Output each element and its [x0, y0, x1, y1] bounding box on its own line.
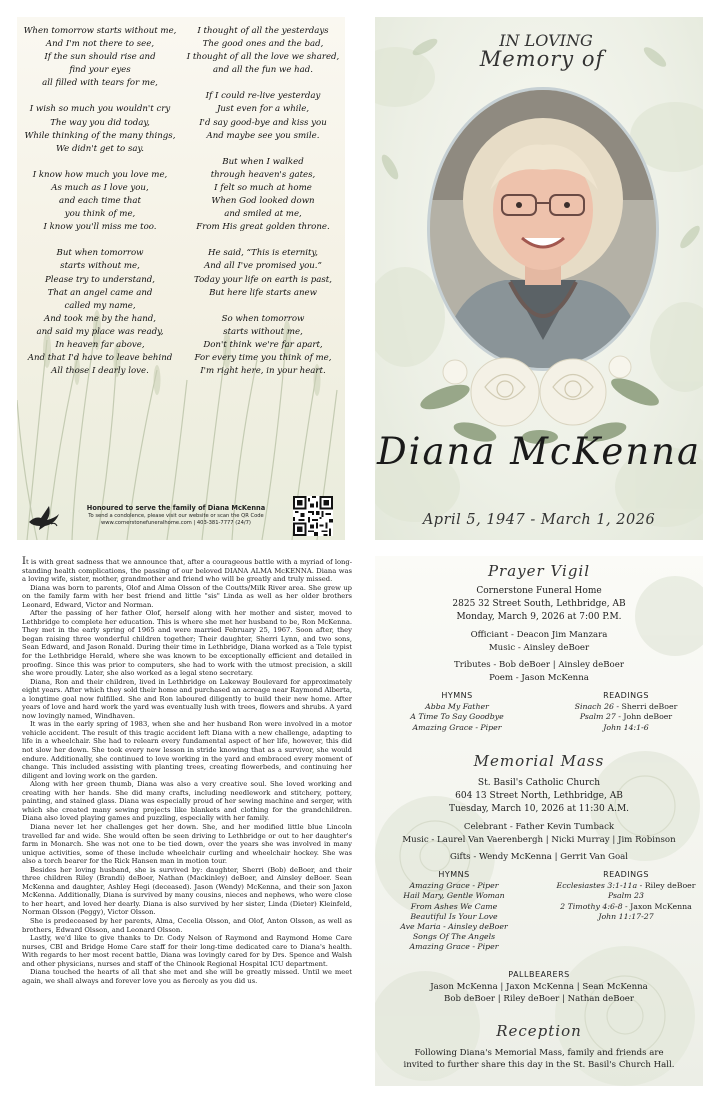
poem-line: In heaven far above, — [55, 339, 145, 350]
reading-item — [551, 902, 701, 912]
hymn-item: Amazing Grace - Piper — [412, 722, 502, 732]
poem-stanza — [20, 25, 180, 90]
hymn-item: Beautiful Is Your Love — [410, 911, 498, 921]
reading-reference: Ecclesiastes 3:1-11a — [556, 881, 638, 891]
vigil-hymns-heading: HYMNS — [441, 691, 473, 700]
poem-line: We didn't get to say. — [56, 143, 144, 154]
mass-readings — [551, 870, 701, 922]
obituary-paragraph: Along with her green thumb, Diana was also a very creative soul. She loved working and creating with her hands. She did many crafts, including needlework and stitchery, pottery, painting, and stained glass. Diana was especially proud of her sewing machine and serger, with which she created many sewing projects like blankets and clothing for the grandchildren. Diana also loved playing games and puzzling, especially with her family. — [22, 780, 352, 823]
reading-reader: - John deBoer — [615, 712, 673, 722]
poem-line: all filled with tears for me, — [42, 78, 158, 89]
obituary-paragraph: Diana never let her challenges get her down. She, and her modified little blue Lincoln travelled far and wide. She would often be seen driving to Lethbridge or out to her daughter's farm in Monarch. She was not one to be tied down, over the years she was involved in many unique activities, some of these include wheelchair curling and wheelchair hockey. She was also a torch bearer for the Rick Hansen man in motion tour. — [22, 822, 352, 866]
prayer-vigil-heading: Prayer Vigil — [487, 562, 591, 580]
mass-celebrant: Celebrant - Father Kevin Tumback — [463, 822, 615, 832]
footer-honoured: Honoured to serve the family of Diana McKenna — [86, 504, 266, 512]
life-dates: April 5, 1947 - March 1, 2026 — [422, 512, 656, 528]
poem-line: For every time you think of me, — [194, 352, 332, 363]
poem-stanza — [183, 247, 343, 299]
vigil-hymns-list — [397, 702, 517, 733]
hymn-item: Songs Of The Angels — [412, 932, 496, 942]
reading-item — [551, 881, 701, 891]
deceased-name: Diana McKenna — [376, 430, 702, 473]
reading-reference: Sinach 26 — [574, 702, 614, 712]
hymn-item: From Ashes We Came — [410, 901, 498, 911]
reading-reference: Psalm 27 — [579, 712, 616, 722]
reception-line-1: Following Diana's Memorial Mass, family and friends are — [414, 1048, 664, 1058]
poem-line: If the sun should rise and — [44, 52, 156, 63]
poem-line: When God looked down — [211, 196, 315, 207]
mass-readings-list — [551, 881, 701, 922]
hymn-item: Amazing Grace - Piper — [409, 942, 499, 952]
poem-line: And that I'd have to leave behind — [27, 353, 173, 364]
portrait-photo — [427, 87, 659, 371]
obituary-paragraph: Lastly, we'd like to give thanks to Dr. Cody Nelson of Raymond and Raymond Home Care nurses, CBI and Bridge Home Care staff for their long-time dedicated care to Diana's health. With regards to her most recent battle, Diana was lovingly cared for by Drs. Spence and Walsh and other physicians, nurses and staff of the Chinook Regional Hospital ICU department. — [22, 934, 352, 968]
poem-line: you think of me, — [64, 209, 136, 220]
reading-reference: Psalm 23 — [608, 891, 644, 901]
poem-line: All those I dearly love. — [51, 366, 149, 377]
pallbearers-heading: PALLBEARERS — [508, 970, 570, 979]
poem-line: starts without me, — [60, 261, 140, 272]
mass-address: 604 13 Street North, Lethbridge, AB — [455, 791, 623, 801]
mass-hymns — [379, 870, 529, 953]
poem-right-column — [183, 25, 343, 391]
poem-line: called my name, — [64, 300, 136, 311]
poem-line: And I'm not there to see, — [45, 39, 155, 50]
poem-line: I know how much you love me, — [32, 169, 168, 180]
reading-reader: - Riley deBoer — [637, 881, 696, 891]
reading-item — [551, 891, 701, 901]
poem-line: When tomorrow starts without me, — [23, 26, 177, 36]
reception-heading: Reception — [496, 1022, 582, 1040]
reading-item — [561, 723, 691, 733]
poem-panel — [17, 17, 345, 540]
poem-stanza — [183, 313, 343, 378]
mass-datetime: Tuesday, March 10, 2026 at 11:30 A.M. — [448, 804, 630, 814]
vigil-venue: Cornerstone Funeral Home — [476, 586, 602, 596]
poem-line: and each time that — [59, 196, 141, 207]
vigil-tributes: Tributes - Bob deBoer | Ainsley deBoer — [454, 660, 624, 670]
obituary-paragraph: After the passing of her father Olof, herself along with her mother and sister, moved to Lethbridge to complete her education. This is where she met her husband to be, Ron McKenna. They met in the early spring of 1965 and were married February 25, 1967. Soon after, they began raising three wonderful children together; Their daughter, Sherri Lynn, and two sons, Sean Edward, and Jason Ronald. During their time in Lethbridge, Diana worked as a Tele typist for the Lethbridge Herald, where she was known to be exceptionally efficient and detailed in proofing. Since this was prior to computers, she had to work with the utmost precision, a skill she wore proudly. Later, she also worked as a legal steno secretary. — [22, 609, 352, 678]
reading-item — [561, 702, 691, 712]
mass-gifts: Gifts - Wendy McKenna | Gerrit Van Goal — [449, 852, 629, 862]
mass-hymns-heading: HYMNS — [438, 870, 470, 879]
poem-line: and said my place was ready, — [36, 326, 164, 337]
poem-line: I'm right here, in your heart. — [200, 366, 326, 377]
portrait-illustration — [430, 90, 656, 368]
obituary-text — [22, 558, 352, 985]
obituary-dropcap: I — [22, 556, 26, 567]
hymn-item: A Time To Say Goodbye — [410, 712, 504, 722]
cover-panel — [375, 17, 703, 540]
obituary-paragraph: Diana, Ron and their children, lived in Lethbridge on Lakeway Boulevard for approximately eight years. After which they sold their home and purchased an acreage near Raymond Alberta, a longtime goal now fulfilled. She and Ron laboured diligently to build their new home. After years of love and hard work the yard was eventually lush with trees, flowers and shrubs. A yard now lovingly named, Windhaven. — [22, 677, 352, 720]
mass-hymns-list — [379, 881, 529, 952]
poem-line: I'd say good-bye and kiss you — [199, 117, 327, 128]
memorial-mass-heading: Memorial Mass — [473, 752, 605, 770]
poem-line: And took me by the hand, — [44, 313, 156, 324]
pallbearers-line-2: Bob deBoer | Riley deBoer | Nathan deBoer — [444, 994, 634, 1004]
dove-icon — [27, 502, 61, 532]
reading-reference: John 14:1-6 — [603, 722, 649, 732]
reading-reader: - Jaxon McKenna — [622, 901, 692, 911]
poem-line: and all the fun we had. — [212, 65, 314, 76]
obituary-panel — [17, 556, 357, 1086]
poem-line: So when tomorrow — [221, 313, 305, 324]
reading-reader: - Sherri deBoer — [613, 702, 678, 712]
poem-line: The good ones and the bad, — [202, 39, 324, 50]
vigil-officiant: Officiant - Deacon Jim Manzara — [470, 630, 608, 640]
mass-music: Music - Laurel Van Vaerenbergh | Nicki Murray | Jim Robinson — [402, 835, 676, 845]
funeral-home-footer — [17, 494, 345, 540]
poem-line: He said, “This is eternity, — [208, 248, 318, 259]
poem-line: But here life starts anew — [209, 287, 317, 298]
qr-code-icon[interactable] — [293, 496, 333, 536]
vigil-datetime: Monday, March 9, 2026 at 7:00 P.M. — [456, 612, 622, 622]
poem-line: Just even for a while, — [216, 104, 310, 115]
poem-line: Please try to understand, — [45, 274, 155, 285]
reading-item — [551, 912, 701, 922]
vigil-readings — [561, 691, 691, 733]
footer-condolence: To send a condolence, please visit our website or scan the QR Code — [88, 513, 264, 519]
poem-line: But when tomorrow — [56, 248, 144, 259]
poem-line: If I could re-live yesterday — [205, 91, 321, 102]
memory-of-heading: Memory of — [479, 47, 605, 71]
mass-venue: St. Basil's Catholic Church — [477, 778, 601, 788]
hymn-item: Amazing Grace - Piper — [409, 881, 499, 891]
poem-stanza — [20, 103, 180, 155]
mass-readings-heading: READINGS — [603, 870, 649, 879]
hymn-item: Abba My Father — [425, 702, 489, 712]
poem-line: And all I've promised you.” — [204, 261, 322, 272]
poem-line: starts without me, — [223, 326, 303, 337]
poem-stanza — [183, 90, 343, 142]
vigil-address: 2825 32 Street South, Lethbridge, AB — [452, 599, 626, 609]
reading-reference: 2 Timothy 4:6-8 — [560, 901, 623, 911]
obituary-paragraph: Besides her loving husband, she is survived by: daughter, Sherri (Bob) deBoer, and their three children Riley (Brandi) deBoer, Nathan (Mackinley) deBoer, and Ainsley deBoer. Sean McKenna and daughter, Ashley Hegi (deceased). Jason (Wendy) McKenna, and their son Jaxon McKenna. Additionally, Diana is survived by many cousins, nieces and nephews, who were close to her heart, and loved her dearly. Diana is also survived by her sister, Linda (Dieter) Kleinfeld, Norman Olsson (Peggy), Victor Olsson. — [22, 865, 352, 917]
poem-stanza — [20, 247, 180, 378]
poem-line: Don't think we're far apart, — [203, 339, 323, 350]
obituary-paragraph: Diana was born to parents, Olof and Alma Olsson of the Coutts/Milk River area. She grew up on the family farm with her best friend and little "sis" Linda as well as her older brothers Leonard, Edward, Victor and Norman. — [22, 583, 352, 609]
service-panel — [375, 556, 703, 1086]
poem-line: I felt so much at home — [214, 182, 312, 193]
vigil-readings-heading: READINGS — [603, 691, 649, 700]
poem-line: I thought of all the yesterdays — [197, 26, 329, 36]
hymn-item: Hail Mary, Gentle Woman — [403, 891, 505, 901]
poem-line: While thinking of the many things, — [24, 130, 176, 141]
vigil-readings-list — [561, 702, 691, 733]
footer-contact[interactable]: www.cornerstonefuneralhome.com | 403-381-7777 (24/7) — [101, 520, 251, 526]
poem-line: I thought of all the love we shared, — [186, 52, 340, 63]
obituary-paragraph: It was in the early spring of 1983, when she and her husband Ron were involved in a motor vehicle accident. The result of this tragic accident left Diana with a new challenge, adapting to life in a wheelchair. She had to relearn every fundamental aspect of her life, however, this did not slow her down. She took every new lesson in stride knowing that as a survivor, she would endure. Additionally, she continued to love working in the yard and embraced every moment of change. This included assisting with planting trees, creating flowerbeds, and continuing her diligent and loving work on the garden. — [22, 720, 352, 780]
poem-stanza — [20, 169, 180, 234]
poem-stanza — [183, 156, 343, 235]
poem-stanza — [183, 25, 343, 77]
poem-line: That an angel came and — [47, 287, 153, 298]
obituary-paragraph: It is with great sadness that we announce that, after a courageous battle with a myriad of long-standing health complications, the passing of our beloved DIANA ALMA McKENNA. Diana was a loving wife, sister, mother, grandmother and friend who will be greatly and truly missed. — [22, 556, 352, 584]
reading-reference: John 11:17-27 — [598, 911, 654, 921]
obituary-paragraph: She is predeceased by her parents, Alma, Cecelia Olsson, and Olof, Anton Olsson, as well as brothers, Edward Olsson, and Leonard Olsson. — [22, 916, 352, 934]
poem-line: Today your life on earth is past, — [194, 274, 332, 285]
poem-line: through heaven's gates, — [210, 169, 316, 180]
vigil-poem: Poem - Jason McKenna — [489, 673, 589, 683]
poem-left-column — [20, 25, 180, 391]
vigil-music: Music - Ainsley deBoer — [488, 643, 590, 653]
poem-line: and smiled at me, — [224, 209, 302, 220]
poem-line: I know you'll miss me too. — [43, 222, 157, 233]
poem-line: As much as I love you, — [51, 182, 149, 193]
poem-line: But when I walked — [222, 156, 304, 167]
poem-line: I wish so much you wouldn't cry — [29, 104, 171, 115]
in-loving-heading: IN LOVING — [499, 31, 593, 50]
vigil-hymns — [397, 691, 517, 733]
obituary-paragraph: Diana touched the hearts of all that she met and she will be greatly missed. Until we meet again, we shall always and forever love you as fiercely as you did us. — [22, 968, 352, 985]
poem-line: And maybe see you smile. — [206, 130, 320, 141]
poem-line: From His great golden throne. — [196, 222, 330, 233]
poem-line: find your eyes — [69, 65, 131, 76]
poem-line: The way you did today, — [50, 117, 150, 128]
reception-line-2: invited to further share this day in the St. Basil's Church Hall. — [403, 1060, 675, 1070]
reading-item — [561, 712, 691, 722]
footer-text — [63, 504, 289, 527]
pallbearers-line-1: Jason McKenna | Jaxon McKenna | Sean McKenna — [430, 982, 648, 992]
hymn-item: Ave Maria - Ainsley deBoer — [400, 922, 508, 932]
